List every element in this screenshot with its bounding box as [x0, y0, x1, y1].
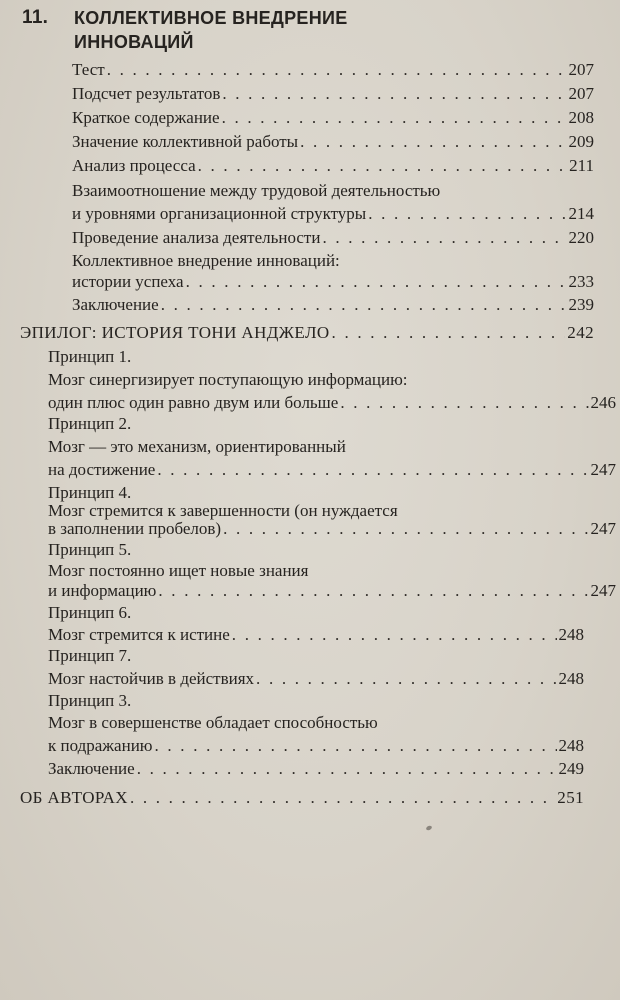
- entry-page: 207: [568, 84, 594, 103]
- entry-title: Тест: [72, 60, 105, 79]
- principle-line1: Мозг постоянно ищет новые знания: [48, 561, 309, 580]
- entry-title: Проведение анализа деятельности: [72, 228, 321, 247]
- dot-leader: [186, 271, 567, 293]
- about-title: ОБ АВТОРАХ: [20, 788, 128, 807]
- toc-entry[interactable]: [72, 131, 594, 153]
- principle-label: Принцип 5.: [48, 540, 132, 559]
- principle-title: в заполнении пробелов): [48, 519, 222, 538]
- paper-speck: [425, 825, 432, 831]
- principle-line1: Мозг синергизирует поступающую информацию:: [48, 370, 408, 389]
- entry-page: 214: [568, 204, 594, 223]
- principle-page: 248: [558, 669, 584, 688]
- toc-entry-continuation[interactable]: [72, 271, 594, 293]
- chapter-number: 11.: [22, 7, 49, 28]
- entry-title: истории успеха: [72, 272, 184, 291]
- epilogue-title: ЭПИЛОГ: ИСТОРИЯ ТОНИ АНДЖЕЛО: [20, 323, 330, 342]
- dot-leader: [232, 624, 557, 646]
- entry-title: Подсчет результатов: [72, 84, 221, 103]
- principle-label: Принцип 6.: [48, 603, 132, 622]
- toc-principle[interactable]: [48, 668, 584, 690]
- entry-page: 209: [568, 132, 594, 151]
- principle-label: Принцип 7.: [48, 646, 132, 665]
- principle-label: Принцип 4.: [48, 483, 132, 502]
- toc-entry[interactable]: [72, 107, 594, 129]
- dot-leader: [137, 758, 557, 780]
- entry-page: 249: [558, 759, 584, 778]
- principle-title: к подражанию: [48, 736, 153, 755]
- dot-leader: [322, 227, 566, 249]
- principle-page: 246: [590, 393, 616, 412]
- chapter-title-line1: КОЛЛЕКТИВНОЕ ВНЕДРЕНИЕ: [74, 8, 348, 28]
- principle-label: Принцип 1.: [48, 347, 132, 366]
- dot-leader: [222, 107, 567, 129]
- toc-entry-continuation[interactable]: [72, 203, 594, 225]
- dot-leader: [368, 203, 566, 225]
- toc-epilogue[interactable]: [20, 322, 594, 344]
- principle-label: Принцип 3.: [48, 691, 132, 710]
- toc-entry[interactable]: [72, 227, 594, 249]
- toc-entry[interactable]: [48, 758, 584, 780]
- entry-title: Заключение: [48, 759, 135, 778]
- dot-leader: [223, 518, 588, 540]
- entry-title: Анализ процесса: [72, 156, 196, 175]
- epilogue-page: 242: [567, 323, 594, 342]
- principle-page: 247: [590, 460, 616, 479]
- dot-leader: [256, 668, 556, 690]
- dot-leader: [300, 131, 566, 153]
- entry-title: Краткое содержание: [72, 108, 220, 127]
- toc-about-authors[interactable]: [20, 787, 584, 809]
- principle-page: 248: [558, 736, 584, 755]
- principle-title: на достижение: [48, 460, 156, 479]
- dot-leader: [158, 580, 588, 602]
- toc-entry[interactable]: [72, 59, 594, 81]
- toc-entry[interactable]: [72, 155, 594, 177]
- principle-page: 247: [590, 519, 616, 538]
- principle-line1: Мозг в совершенстве обладает способностью: [48, 713, 378, 732]
- principle-line1: Мозг — это механизм, ориентированный: [48, 437, 346, 456]
- principle-label: Принцип 2.: [48, 414, 132, 433]
- toc-principle[interactable]: [48, 580, 616, 602]
- dot-leader: [161, 294, 567, 316]
- chapter-title: [74, 6, 574, 54]
- toc-entry[interactable]: [72, 294, 594, 316]
- dot-leader: [222, 83, 566, 105]
- chapter-title-line2: ИННОВАЦИЙ: [74, 32, 194, 52]
- entry-title: Значение коллективной работы: [72, 132, 299, 151]
- principle-page: 248: [558, 625, 584, 644]
- toc-principle[interactable]: [48, 735, 584, 757]
- principle-title: Мозг настойчив в действиях: [48, 669, 255, 688]
- principle-page: 247: [590, 581, 616, 600]
- entry-page: 239: [568, 295, 594, 314]
- entry-page: 233: [568, 272, 594, 291]
- toc-principle[interactable]: [48, 459, 616, 481]
- entry-title: и уровнями организационной структуры: [72, 204, 367, 223]
- dot-leader: [157, 459, 588, 481]
- toc-principle[interactable]: [48, 624, 584, 646]
- principle-title: Мозг стремится к истине: [48, 625, 230, 644]
- toc-entry[interactable]: [72, 83, 594, 105]
- entry-page: 220: [568, 228, 594, 247]
- toc-principle[interactable]: [48, 518, 616, 540]
- principle-line1: Мозг стремится к завершенности (он нуждается: [48, 501, 398, 520]
- entry-page: 211: [569, 156, 594, 175]
- dot-leader: [332, 322, 566, 344]
- dot-leader: [155, 735, 557, 757]
- entry-title-line1: Взаимоотношение между трудовой деятельностью: [72, 181, 441, 200]
- toc-principle[interactable]: [48, 392, 616, 414]
- principle-title: один плюс один равно двум или больше: [48, 393, 339, 412]
- dot-leader: [340, 392, 588, 414]
- dot-leader: [107, 59, 567, 81]
- about-page: 251: [557, 788, 584, 807]
- entry-title-line1: Коллективное внедрение инноваций:: [72, 251, 340, 270]
- principle-title: и информацию: [48, 581, 157, 600]
- dot-leader: [130, 787, 555, 809]
- entry-title: Заключение: [72, 295, 159, 314]
- dot-leader: [198, 155, 568, 177]
- entry-page: 208: [568, 108, 594, 127]
- entry-page: 207: [568, 60, 594, 79]
